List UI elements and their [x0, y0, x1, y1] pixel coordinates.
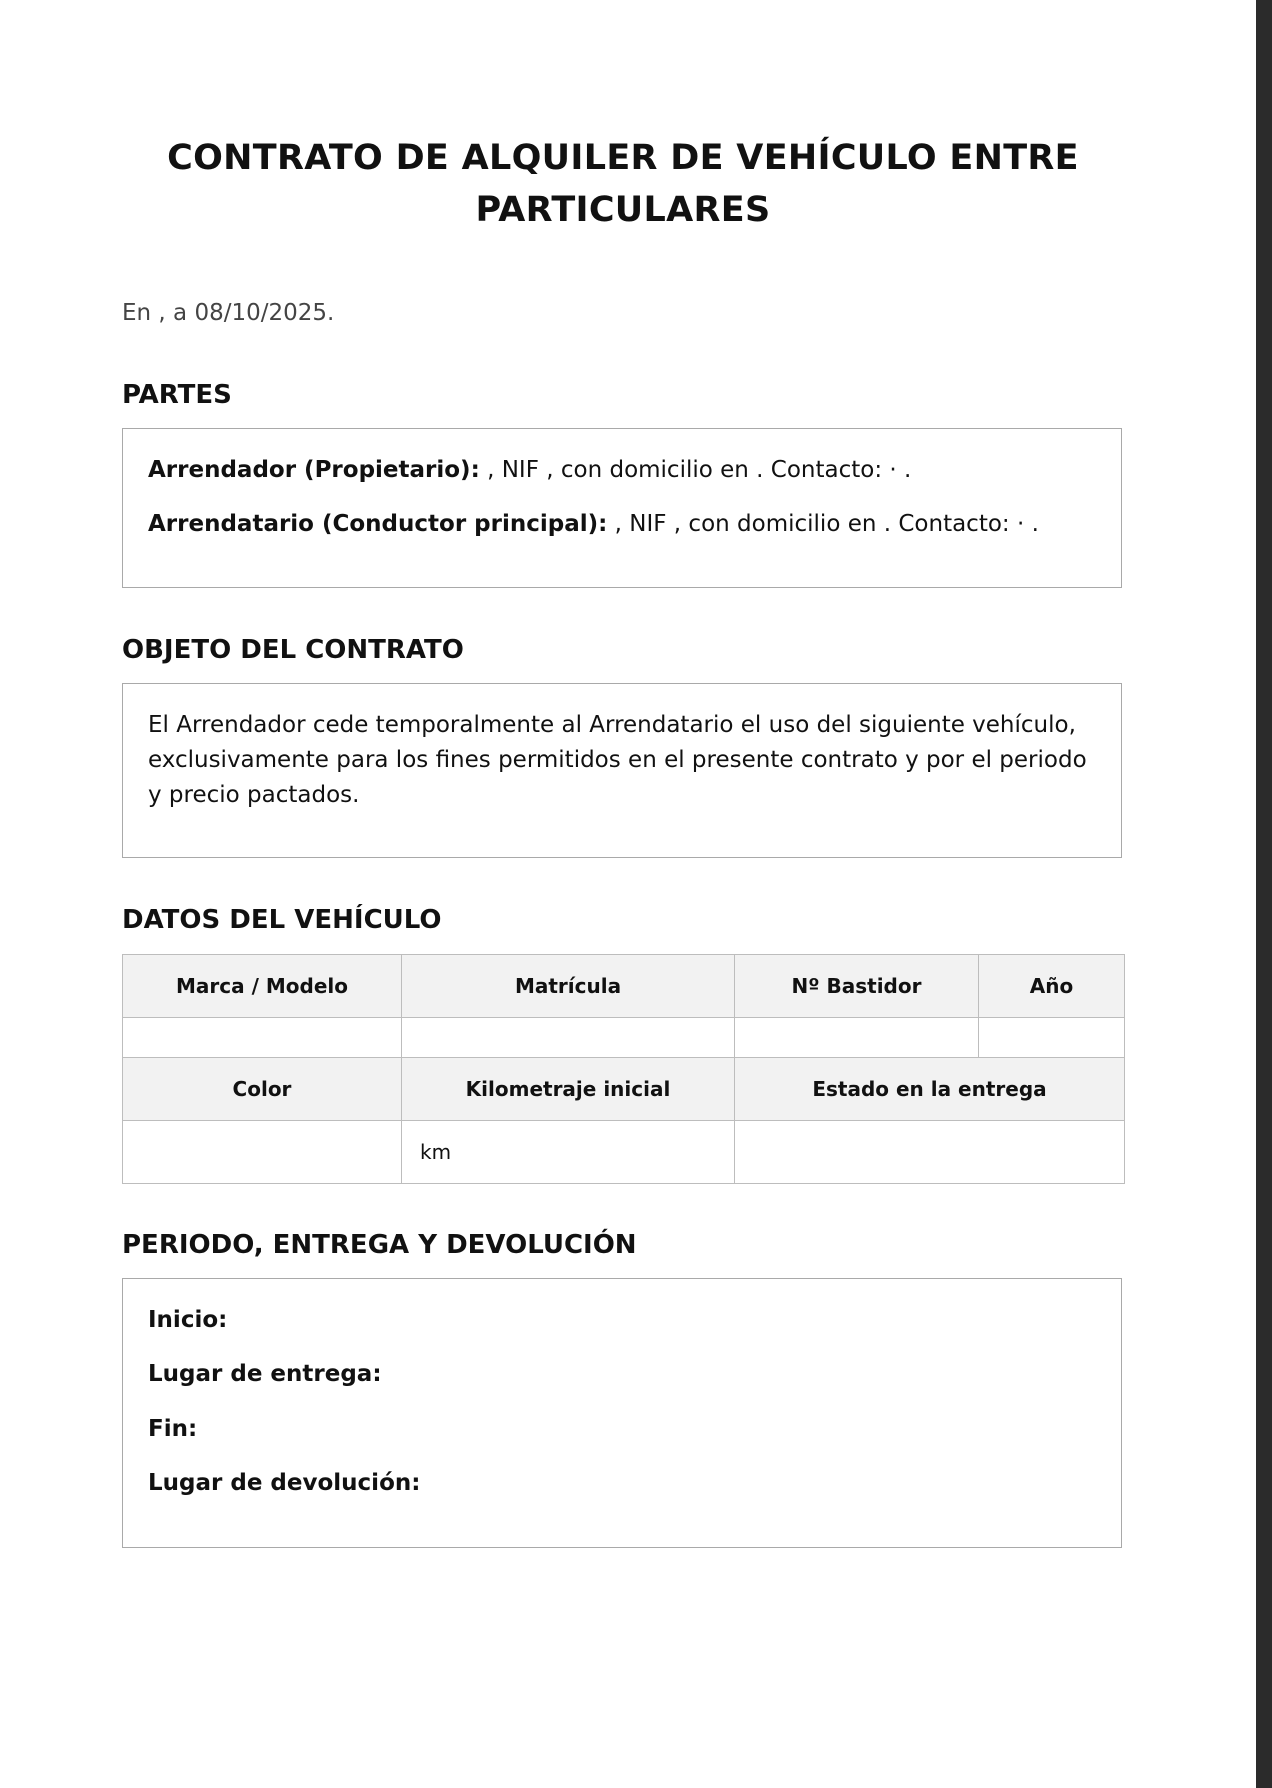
- section-title-vehiculo: DATOS DEL VEHÍCULO: [122, 905, 442, 935]
- inicio-label: Inicio:: [148, 1307, 228, 1333]
- table-row: [123, 1018, 1125, 1058]
- value-bastidor: [735, 1018, 979, 1058]
- inicio-line: [148, 1307, 227, 1333]
- section-title-objeto: OBJETO DEL CONTRATO: [122, 635, 464, 665]
- arrendatario-label: Arrendatario (Conductor principal):: [148, 511, 608, 537]
- lugar-devolucion-label: Lugar de devolución:: [148, 1470, 421, 1496]
- header-anio: Año: [979, 955, 1125, 1018]
- section-title-partes: PARTES: [122, 380, 232, 410]
- header-bastidor: Nº Bastidor: [735, 955, 979, 1018]
- value-anio: [979, 1018, 1125, 1058]
- arrendador-text: , NIF , con domicilio en . Contacto: · .: [479, 457, 912, 483]
- header-estado-entrega: Estado en la entrega: [735, 1058, 1125, 1121]
- header-color: Color: [123, 1058, 402, 1121]
- header-matricula: Matrícula: [402, 955, 735, 1018]
- fin-line: [148, 1416, 197, 1442]
- lugar-entrega-line: [148, 1361, 382, 1387]
- document-title: CONTRATO DE ALQUILER DE VEHÍCULO ENTRE PARTICULARES: [167, 138, 1079, 230]
- periodo-box: [122, 1278, 1122, 1548]
- arrendatario-text: , NIF , con domicilio en . Contacto: · .: [607, 511, 1039, 537]
- table-row: [123, 1121, 1125, 1184]
- value-matricula: [402, 1018, 735, 1058]
- value-estado-entrega: [735, 1121, 1125, 1184]
- lugar-entrega-label: Lugar de entrega:: [148, 1361, 382, 1387]
- value-color: [123, 1121, 402, 1184]
- value-marca-modelo: [123, 1018, 402, 1058]
- arrendatario-line: [148, 511, 1039, 537]
- objeto-box: [122, 683, 1122, 858]
- section-title-periodo: PERIODO, ENTREGA Y DEVOLUCIÓN: [122, 1230, 637, 1260]
- header-kilometraje: Kilometraje inicial: [402, 1058, 735, 1121]
- table-row: [123, 955, 1125, 1018]
- partes-box: [122, 428, 1122, 588]
- arrendador-label: Arrendador (Propietario):: [148, 457, 480, 483]
- arrendador-line: [148, 457, 911, 483]
- fin-label: Fin:: [148, 1416, 198, 1442]
- value-kilometraje: km: [402, 1121, 735, 1184]
- header-marca-modelo: Marca / Modelo: [123, 955, 402, 1018]
- date-line: En , a 08/10/2025.: [122, 300, 335, 326]
- lugar-devolucion-line: [148, 1470, 420, 1496]
- table-row: [123, 1058, 1125, 1121]
- objeto-text: El Arrendador cede temporalmente al Arrendatario el uso del siguiente vehículo, exclusivamente para los fines permitidos en el presente contrato y por el periodo y precio pactados.: [148, 712, 1087, 808]
- vehiculo-table: [122, 954, 1125, 1184]
